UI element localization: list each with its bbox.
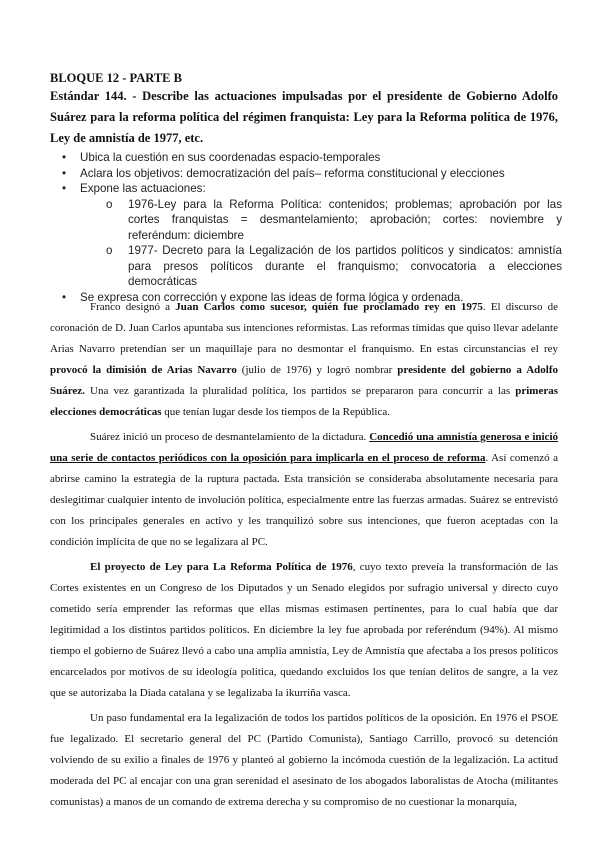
text-run: Un paso fundamental era la legalización de todos los partidos políticos de la oposición. En 1976 el PSOE fue legalizado. El secretario general del PC (Partido Comunista), Santiago Carrillo, provocó su detención volviendo de su exilio a finales de 1976 y planteó al gobierno la incómoda cuestión de la legalización. La actitud moderada del PC al encajar con una gran serenidad el asesinato de los abogados laboralistas de Atocha (militantes comunistas) a manos de un comando de extrema derecha y su compromiso de no cuestionar la monarquía, [50,712,558,808]
paragraph-1 [50,297,558,423]
criteria-item [62,181,562,290]
bold-run: Juan Carlos como sucesor, quién fue proclamado rey en 1975 [175,301,483,313]
text-run: que tenían lugar desde los tiempos de la República. [161,406,390,418]
bold-run: presidente del gobierno a Adolfo Suárez. [50,364,558,397]
criteria-text: Ubica la cuestión en sus coordenadas espacio-temporales [80,151,381,164]
criteria-item [62,150,562,166]
criteria-list [62,150,562,305]
bold-run: El proyecto de Ley para La Reforma Política de 1976 [90,561,353,573]
document-header [50,70,558,149]
text-run: , cuyo texto preveía la transformación de las Cortes existentes en un Congreso de los Diputados y un Senado elegidos por sufragio universal y directo cuyo cometido sería emprender las reformas que ellas mismas estimasen pertinentes, para lo cual había que dar legitimidad a los distintos partidos políticos. En diciembre la ley fue aprobada por referéndum (94%). Al mismo tiempo el gobierno de Suárez llevó a cabo una amplia amnistía, Ley de Amnistía que afectaba a los presos políticos encarcelados por motivos de su ideología política, quedando excluidos los que tenían delitos de sangre, a la vez que se autorizaba la Diada catalana y se legalizaba la ikurriña vasca. [50,561,558,699]
bloque-title: BLOQUE 12 - PARTE B [50,71,182,85]
text-run: Una vez garantizada la pluralidad política, los partidos se prepararon para concurrir a las [84,385,516,397]
estandar-heading: Estándar 144. - Describe las actuaciones impulsadas por el presidente de Gobierno Adolfo Suárez para la reforma política del régimen franquista: Ley para la Reforma política de 1976, Ley de amnistía de 1977, etc. [50,89,558,145]
bold-run: primeras elecciones democráticas [50,385,558,418]
criteria-sublist [80,197,562,290]
text-run: . Así comenzó a abrirse camino la estrategia de la ruptura pactada. Esta transición se consideraba absolutamente necesaria para deslegitimar cualquier intento de involución política, especialmente entre las fuerzas armadas. Suárez se entrevistó con los principales generales en activo y les tranquilizó sobre sus intenciones, que fueron aceptadas con la condición implícita de que no se legalizara al PC. [50,452,558,548]
bold-run: provocó la dimisión de Arias Navarro [50,364,237,376]
paragraph-3 [50,557,558,704]
criteria-subitem: o 1976-Ley para la Reforma Política: contenidos; problemas; aprobación por las cortes franquistas = desmantelamiento; aprobación; cortes: noviembre y referéndum: diciembre [102,197,562,244]
criteria-subitem: o 1977- Decreto para la Legalización de los partidos políticos y sindicatos: amnistía para presos políticos durante el franquismo; convocatoria a elecciones democráticas [102,243,562,290]
text-run: (julio de 1976) y logró nombrar [236,364,398,376]
text-run: . El discurso de coronación de D. Juan Carlos apuntaba sus intenciones reformistas. Las reformas tímidas que quiso llevar adelante Arias Navarro pretendían ser un maquillaje para no desmontar el franquismo. En estas circunstancias el rey [50,301,559,355]
bold-underlined-run: Concedió una amnistía generosa e inició una serie de contactos periódicos con la oposición para implicarla en el proceso de reforma [50,431,558,464]
paragraph-4 [50,708,558,813]
criteria-text: Aclara los objetivos: democratización del país– reforma constitucional y elecciones [80,166,505,180]
criteria-item [62,166,562,182]
criteria-text: Expone las actuaciones: [80,182,206,195]
criteria-text: Se expresa con corrección y expone las ideas de forma lógica y ordenada. [80,290,464,304]
document-body [50,297,558,817]
paragraph-2 [50,427,558,553]
text-run: Suárez inició un proceso de desmantelamiento de la dictadura. [90,431,370,443]
text-run: Franco designó a [90,301,176,313]
